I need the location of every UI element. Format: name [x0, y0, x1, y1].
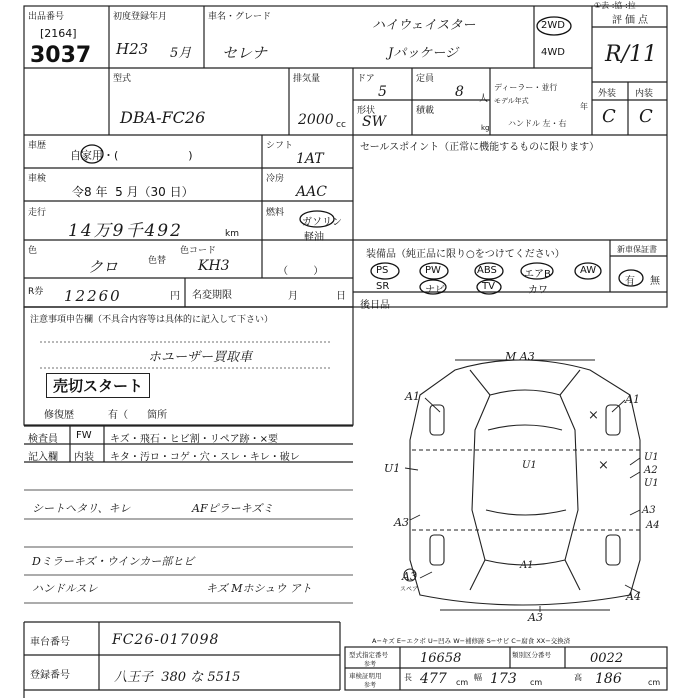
drive-2wd: 2WD — [541, 20, 565, 31]
remark-line: ハンドルスレ — [32, 582, 98, 595]
interior-grade: C — [639, 106, 653, 127]
first-registration-label: 初度登録年月 — [113, 12, 168, 22]
damage-mark: A3 — [642, 505, 656, 516]
damage-legend: A−キズ E−エクボ U−凹み W−補修跡 S−サビ C−腐食 XX−交換済 — [372, 637, 571, 645]
capacity-label: 定員 — [416, 74, 435, 84]
remark-line: Dミラーキズ・ウインカー部ヒビ — [32, 555, 195, 568]
warranty-label: 新車保証書 — [617, 245, 657, 254]
exterior-label: 外装 — [598, 89, 617, 99]
chassis-value: FC26-017098 — [112, 632, 220, 648]
class-number-value: 0022 — [590, 651, 624, 666]
interior-label: 内装 — [635, 89, 654, 99]
color-code-value: KH3 — [198, 258, 230, 274]
displacement-value: 2000 — [298, 112, 334, 128]
damage-mark: A3 — [394, 516, 409, 529]
damage-mark: A1 — [405, 390, 420, 403]
length-label: 長 — [404, 673, 412, 682]
plate-label: 登録番号 — [30, 670, 70, 681]
model-label: 型式 — [113, 74, 132, 84]
type-number-label: 型式指定番号 — [349, 651, 388, 659]
notes-handwritten: ホユーザー買取車 — [148, 350, 253, 365]
mileage-value: 14万9千492 — [68, 221, 183, 241]
height-unit: cm — [648, 678, 661, 687]
equip-tv: TV — [482, 281, 495, 292]
plate-value: 八王子 380 な 5515 — [114, 670, 241, 685]
mileage-label: 走行 — [28, 208, 47, 218]
type-number-value: 16658 — [420, 651, 462, 666]
load-label: 積載 — [416, 106, 435, 116]
remark-line: AFピラーキズミ — [192, 502, 274, 515]
dims-ref: 参考 — [364, 682, 377, 689]
fuel-diesel: 軽油 — [304, 232, 324, 243]
name-change-day: 日 — [336, 291, 346, 302]
displacement-label: 排気量 — [293, 74, 321, 84]
fuel-gasoline: ガソリン — [302, 217, 342, 228]
damage-mark: × — [598, 458, 609, 473]
record-label: 記入欄 — [28, 452, 58, 463]
dealer-label: ディーラー・並行 — [494, 83, 558, 92]
damage-mark: U1 — [644, 478, 659, 489]
mileage-unit: km — [225, 229, 239, 239]
chassis-label: 車台番号 — [30, 637, 70, 648]
car-diagram — [404, 360, 640, 610]
score-label: 評価点 — [612, 15, 651, 26]
grade-line-1: ハイウェイスター — [372, 18, 476, 33]
model-year-unit: 年 — [580, 102, 588, 111]
color-value: クロ — [88, 258, 119, 276]
interior-check-label: 内装 — [74, 452, 94, 463]
fuel-label: 燃料 — [266, 208, 285, 218]
warranty-no: 無 — [650, 276, 660, 287]
repair-history-value: 有（ 箇所 — [108, 410, 168, 421]
interior-check-items: キタ・汚ロ・コゲ・穴・スレ・キレ・破レ — [110, 452, 300, 463]
equip-abs: ABS — [477, 265, 497, 276]
inspection-label: 車検 — [28, 174, 47, 184]
damage-mark: A2 — [644, 465, 658, 476]
length-value: 477 — [420, 671, 447, 687]
car-name: セレナ — [222, 44, 268, 62]
width-unit: cm — [530, 678, 543, 687]
damage-mark: A1 — [520, 560, 534, 571]
grade-line-2: Jパッケージ — [388, 46, 458, 61]
displacement-unit: cc — [336, 120, 346, 130]
shape-value: SW — [362, 114, 386, 130]
name-change-label: 名変期限 — [192, 290, 232, 301]
spare-label: スペア — [400, 586, 419, 593]
fuel-other: （ ） — [278, 266, 324, 277]
item-number-label: 出品番号 — [28, 12, 65, 22]
handle-label: ハンドル 左・右 — [508, 119, 567, 128]
shift-label: シフト — [266, 141, 294, 151]
item-number-bracket: [2164] — [40, 27, 77, 40]
first-registration-month: 5月 — [170, 46, 192, 61]
type-number-ref: 参考 — [364, 661, 377, 668]
warranty-yes: 有 — [625, 276, 635, 287]
fw-items: キズ・飛石・ヒビ割・リペア跡・×要 — [110, 434, 278, 445]
height-value: 186 — [595, 671, 622, 687]
damage-mark: U1 — [522, 460, 537, 471]
damage-mark: A4 — [626, 590, 641, 603]
drive-4wd: 4WD — [541, 47, 565, 58]
dims-label: 車検証明用 — [349, 672, 382, 680]
damage-mark: M A3 — [505, 350, 535, 363]
score-value: R/11 — [605, 42, 657, 67]
inspection-value: 令8 年 5 月（30 日） — [72, 185, 194, 199]
fw-label: FW — [76, 430, 92, 441]
equip-ps: PS — [376, 265, 389, 276]
load-unit: kg — [481, 124, 490, 132]
history-value: 自家用・( ) — [70, 149, 193, 162]
color-label: 色 — [28, 246, 38, 256]
sell-off-stamp: 売切スタート — [46, 373, 150, 398]
first-registration-year: H23 — [116, 40, 149, 58]
aircon-value: AAC — [296, 184, 327, 200]
recycle-label: R券 — [28, 287, 44, 297]
recycle-unit: 円 — [170, 291, 180, 302]
top-tag: ①去 :協 :拉 — [594, 1, 636, 10]
damage-mark: U1 — [384, 462, 401, 475]
damage-mark: A3 — [528, 611, 543, 624]
shift-value: 1AT — [296, 151, 324, 167]
recycle-value: 12260 — [64, 287, 122, 305]
repair-history-label: 修復歴 — [44, 410, 74, 421]
length-unit: cm — [456, 678, 469, 687]
capacity-unit: 人 — [479, 94, 489, 104]
exterior-grade: C — [602, 106, 616, 127]
equip-sr: SR — [376, 281, 390, 292]
equip-leather: カワ — [528, 285, 548, 296]
capacity-value: 8 — [455, 84, 464, 100]
damage-mark: U1 — [644, 452, 659, 463]
width-value: 173 — [490, 671, 517, 687]
width-label: 幅 — [474, 673, 482, 682]
height-label: 高 — [574, 673, 582, 682]
remark-line: シートヘタリ、キレ — [32, 502, 131, 515]
damage-mark: A1 — [625, 393, 640, 406]
notes-label: 注意事項申告欄（不具合内容等は具体的に記入して下さい） — [30, 315, 274, 325]
equip-aw: AW — [580, 265, 597, 276]
car-grade-label: 車名・グレード — [208, 12, 272, 22]
damage-mark: A4 — [646, 520, 660, 531]
lot-number: 3037 — [30, 43, 92, 68]
door-value: 5 — [378, 84, 387, 100]
equipment-label: 装備品（純正品に限り○をつけてください） — [366, 249, 565, 260]
remark-line: キズ Mホシュウ アト — [206, 582, 312, 595]
inspector-label: 検査員 — [28, 434, 58, 445]
damage-mark: × — [588, 408, 599, 423]
class-number-label: 類別区分番号 — [512, 651, 551, 659]
model-year-label: モデル年式 — [494, 97, 529, 105]
equip-airbag: エアB — [524, 269, 551, 280]
later-items-label: 後日品 — [360, 300, 390, 311]
door-label: ドア — [357, 74, 375, 84]
model-value: DBA-FC26 — [120, 108, 206, 127]
equip-navi: ナビ — [425, 285, 445, 296]
history-label: 車歴 — [28, 141, 47, 151]
equip-pw: PW — [425, 265, 441, 276]
color-code-label: 色コード — [180, 246, 217, 256]
shape-label: 形状 — [357, 106, 376, 116]
color-change-label: 色替 — [148, 256, 167, 266]
aircon-label: 冷房 — [266, 174, 285, 184]
damage-mark: A3 — [402, 570, 417, 583]
name-change-month: 月 — [288, 291, 298, 302]
sales-point-label: セールスポイント（正常に機能するものに限ります） — [360, 142, 600, 153]
